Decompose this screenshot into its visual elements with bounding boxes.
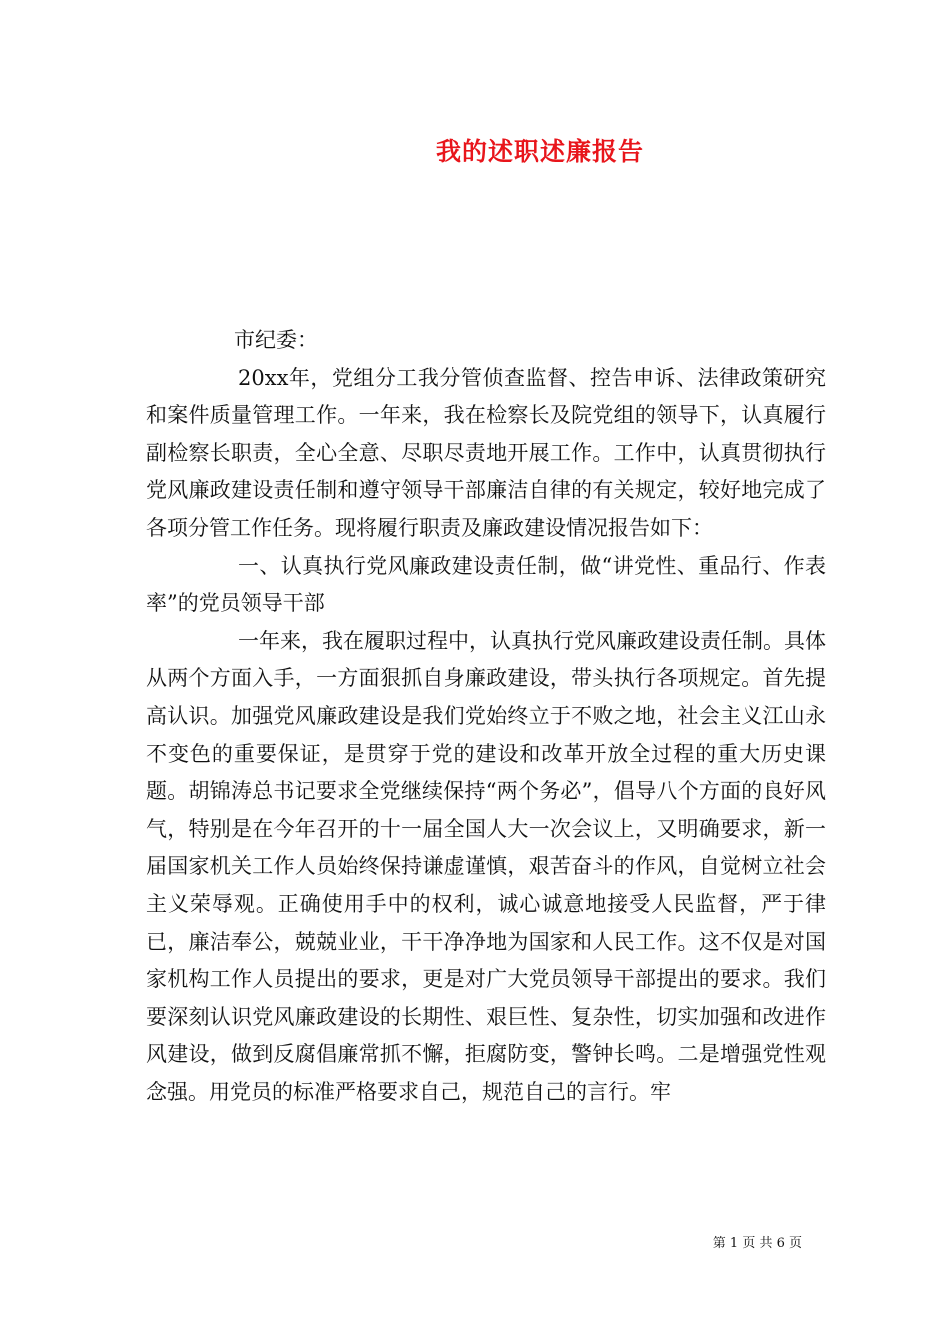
paragraph-intro: 20xx年，党组分工我分管侦查监督、控告申诉、法律政策研究和案件质量管理工作。一年来，我在检察长及院党组的领导下，认真履行副检察长职责，全心全意、尽职尽责地开展工作。工作中，认真贯彻执行党风廉政建设责任制和遵守领导干部廉洁自律的有关规定，较好地完成了各项分管工作任务。现将履行职责及廉政建设情况报告如下：: [146, 365, 826, 540]
page-number: 第 1 页 共 6 页: [712, 1236, 802, 1251]
document-body: [146, 322, 826, 1111]
paragraph-section-1: 一年来，我在履职过程中，认真执行党风廉政建设责任制。具体从两个方面入手，一方面狠抓自身廉政建设，带头执行各项规定。首先提高认识。加强党风廉政建设是我们党始终立于不败之地，社会主义江山永不变色的重要保证，是贯穿于党的建设和改革开放全过程的重大历史课题。胡锦涛总书记要求全党继续保持“两个务必”，倡导八个方面的良好风气，特别是在今年召开的十一届全国人大一次会议上，又明确要求，新一届国家机关工作人员始终保持谦虚谨慎，艰苦奋斗的作风，自觉树立社会主义荣辱观。正确使用手中的权利，诚心诚意地接受人民监督，严于律已，廉洁奉公，兢兢业业，干干净净地为国家和人民工作。这不仅是对国家机构工作人员提出的要求，更是对广大党员领导干部提出的要求。我们要深刻认识党风廉政建设的长期性、艰巨性、复杂性，切实加强和改进作风建设，做到反腐倡廉常抓不懈，拒腐防变，警钟长鸣。二是增强党性观念强。用党员的标准严格要求自己，规范自己的言行。牢: [146, 628, 826, 1104]
section-heading-1: 一、认真执行党风廉政建设责任制，做“讲党性、重品行、作表率”的党员领导干部: [146, 553, 826, 616]
document-title: 我的述职述廉报告: [435, 137, 644, 166]
salutation: 市纪委：: [234, 328, 318, 352]
